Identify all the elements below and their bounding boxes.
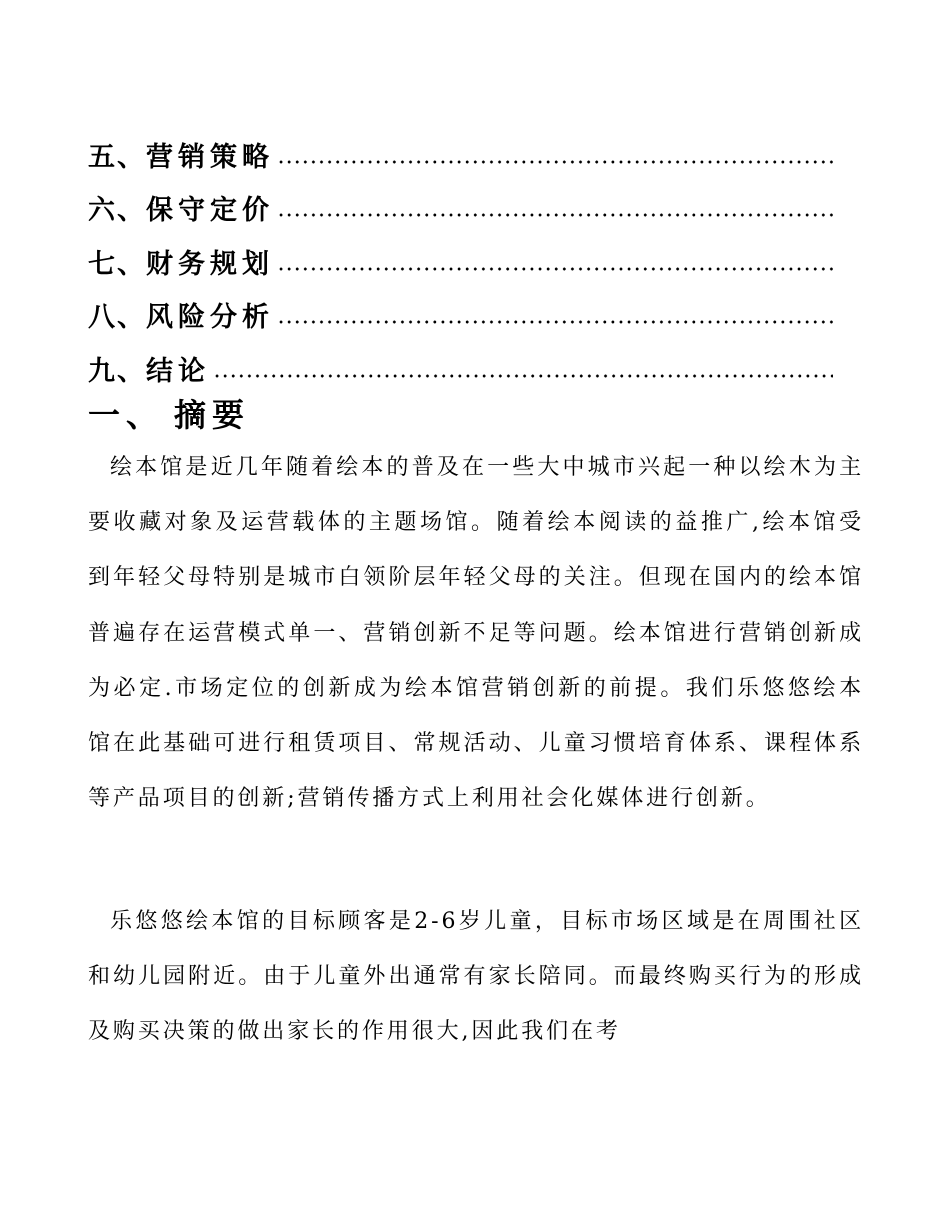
toc-number: 九、	[88, 355, 146, 387]
toc-label: 风险分析	[146, 302, 274, 333]
toc-dot-leader	[277, 212, 833, 218]
toc-entry-7[interactable]	[88, 227, 833, 281]
section-heading	[88, 390, 250, 436]
toc-label: 财务规划	[146, 248, 274, 280]
toc-dot-leader	[277, 159, 833, 165]
toc-number: 六、	[88, 195, 146, 226]
toc-entry-8[interactable]	[88, 281, 833, 335]
toc-number: 八、	[88, 302, 146, 333]
section-number: 一、	[88, 396, 165, 434]
body-paragraph: 绘本馆是近几年随着绘本的普及在一些大中城市兴起一种以绘木为主要收藏对象及运营载体的主题场馆。随着绘本阅读的益推广,绘本馆受到年轻父母特别是城市白领阶层年轻父母的关注。但现在国内的绘本馆普遍存在运营模式单一、营销创新不足等问题。绘本馆进行营销创新成为必定.市场定位的创新成为绘本馆营销创新的前提。我们乐悠悠绘本馆在此基础可进行租赁项目、常规活动、儿童习惯培育体系、课程体系等产品项目的创新;营销传播方式上利用社会化媒体进行创新。	[88, 455, 864, 812]
toc-number: 七、	[88, 248, 146, 280]
toc-entry-5[interactable]	[88, 120, 833, 174]
body-paragraph: 乐悠悠绘本馆的目标顾客是2-6岁儿童，目标市场区域是在周围社区和幼儿园附近。由于儿童外出通常有家长陪同。而最终购买行为的形成及购买决策的做出家长的作用很大,因此我们在考	[88, 909, 864, 1045]
toc-dot-leader	[277, 266, 833, 272]
toc-number: 五、	[88, 141, 146, 173]
toc-dot-leader	[277, 319, 833, 325]
table-of-contents	[88, 120, 833, 388]
toc-entry-9[interactable]	[88, 334, 833, 388]
toc-dot-leader	[213, 373, 833, 379]
toc-entry-6[interactable]	[88, 174, 833, 228]
toc-label: 保守定价	[146, 195, 274, 226]
toc-label: 营销策略	[146, 141, 274, 173]
toc-label: 结论	[146, 355, 210, 387]
section-title: 摘要	[174, 396, 251, 434]
